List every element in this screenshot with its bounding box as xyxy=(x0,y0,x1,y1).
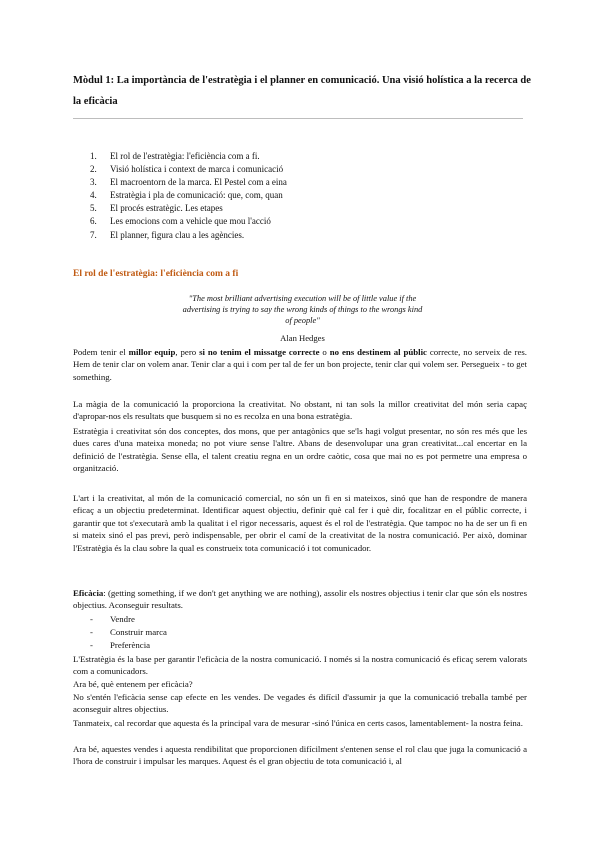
toc-number: 3. xyxy=(90,177,97,188)
dash-bullet: - xyxy=(90,627,93,637)
text-run: correcte, no serveix de res. Hem de tenir clar on volem anar. Tenir clar a qui i com per tal de fer un bon projecte, tenir clar qui volem ser. Persegueix - to get something. xyxy=(73,347,528,382)
dash-bullet: - xyxy=(90,640,93,650)
bold-run: no ens destinem al públic xyxy=(329,347,427,357)
text-run: , pero xyxy=(175,347,200,357)
table-of-contents xyxy=(90,150,287,242)
list-item-text: Vendre xyxy=(110,614,135,624)
section-heading: El rol de l'estratègia: l'eficiència com a fi xyxy=(73,269,239,279)
toc-text: Visió holística i context de marca i comunicació xyxy=(110,164,284,175)
list-item xyxy=(90,613,167,626)
bold-run: Eficàcia xyxy=(73,588,104,598)
toc-text: Les emocions com a vehicle que mou l'acció xyxy=(110,216,271,227)
paragraph-estrategia-creativitat: Estratègia i creativitat són dos conceptes, dos mons, que per antagònics que se'ls hagi volgut presentar, no són res més que les dues cares d'una mateixa moneda; no pot viure sense l'altre. Abans de desenvolupar una gran creativitat...cal encertar en la definició de l'estratègia. Sense ella, el talent creatiu regna en un ordre caòtic, cosa que mai no es pot permetre una empresa o organització. xyxy=(73,426,527,474)
toc-item xyxy=(90,150,287,163)
toc-text: Estratègia i pla de comunicació: que, com, quan xyxy=(110,190,283,201)
toc-item xyxy=(90,163,287,176)
epigraph-quote: "The most brilliant advertising execution will be of little value if the advertising is trying to say the wrong kinds of things to the wrongs kind of people" xyxy=(182,294,423,325)
paragraph-rendibilitat: Ara bé, aquestes vendes i aquesta rendibilitat que proporcionen difícilment s'entenen sense el rol clau que juga la comunicació a l'hora de construir i impulsar les marques. Aquest és el gran objectiu de tota comunicació i, al xyxy=(73,744,527,767)
toc-text: El procés estratègic. Les etapes xyxy=(110,203,223,214)
toc-item xyxy=(90,189,287,202)
toc-number: 6. xyxy=(90,216,97,227)
list-item-text: Construir marca xyxy=(110,627,167,637)
toc-number: 2. xyxy=(90,164,97,175)
text-run: Podem tenir el xyxy=(73,347,129,357)
module-title: Mòdul 1: La importància de l'estratègia i el planner en comunicació. Una visió holística a la recerca de la eficàcia xyxy=(73,75,531,107)
toc-number: 1. xyxy=(90,151,97,161)
list-item-text: Preferència xyxy=(110,640,151,650)
dash-bullet: - xyxy=(90,614,93,624)
toc-number: 5. xyxy=(90,203,97,214)
text-run: o xyxy=(319,347,330,357)
paragraph-vendes: No s'entén l'eficàcia sense cap efecte en les vendes. De vegades és difícil d'assumir ja que la comunicació treballa també per aconseguir altres objectius. xyxy=(73,692,527,715)
toc-number: 4. xyxy=(90,190,97,201)
bold-run: millor equip xyxy=(128,347,176,357)
toc-item xyxy=(90,215,287,228)
list-item xyxy=(90,626,167,639)
paragraph-eficacia xyxy=(73,587,527,612)
title-divider xyxy=(73,118,523,119)
toc-text: El planner, figura clau a les agències. xyxy=(110,229,245,240)
paragraph-art-creativitat: L'art i la creativitat, al món de la comunicació comercial, no són un fi en si mateixos, sinó que han de respondre de manera eficaç a un objectiu predeterminat. Identificar aquest objectiu, definir què cal fer i què dir, focalitzar en el públic correcte, i garantir que tot s'executarà amb la qualitat i el rigor necessaris, aquest és el rol de l'estratègia. Que tampoc no ha de ser un fi en si mateix sinó el pas previ, però indispensable, per obrir el camí de la creativitat de la nostra comunicació. Per això, dominar l'Estratègia és la clau sobre la qual es construeix tota comunicació i tot comunicador. xyxy=(73,493,527,553)
quote-author: Alan Hedges xyxy=(280,333,325,343)
toc-item xyxy=(90,202,287,215)
paragraph-magia: La màgia de la comunicació la proporciona la creativitat. No obstant, ni tan sols la millor creativitat del món seria capaç d'apropar-nos els resultats que busquem si no es recolza en una bona estratègia. xyxy=(73,399,527,422)
bold-run: si no tenim el missatge correcte xyxy=(199,347,320,357)
toc-number: 7. xyxy=(90,229,97,240)
list-item xyxy=(90,639,167,652)
paragraph-base-eficacia: L'Estratègia és la base per garantir l'eficàcia de la nostra comunicació. I només si la nostra comunicació és eficaç serem valorats com a comunicadors. xyxy=(73,654,527,677)
toc-text: El macroentorn de la marca. El Pestel com a eina xyxy=(110,177,287,188)
paragraph-question: Ara bé, què entenem per eficàcia? xyxy=(73,679,193,689)
paragraph-equip xyxy=(73,346,527,383)
toc-item xyxy=(90,229,287,242)
text-run: : (getting something, if we don't get anything we are nothing), assolir els nostres objectius i tenir clar que són els nostres objectius. Aconseguir resultats. xyxy=(73,588,527,611)
objectives-list xyxy=(90,613,167,652)
toc-text: El rol de l'estratègia: l'eficiència com a fi. xyxy=(110,151,260,161)
toc-item xyxy=(90,176,287,189)
paragraph-tanmateix: Tanmateix, cal recordar que aquesta és la principal vara de mesurar -sinó l'única en certs casos, lamentablement- la nostra feina. xyxy=(73,718,523,728)
